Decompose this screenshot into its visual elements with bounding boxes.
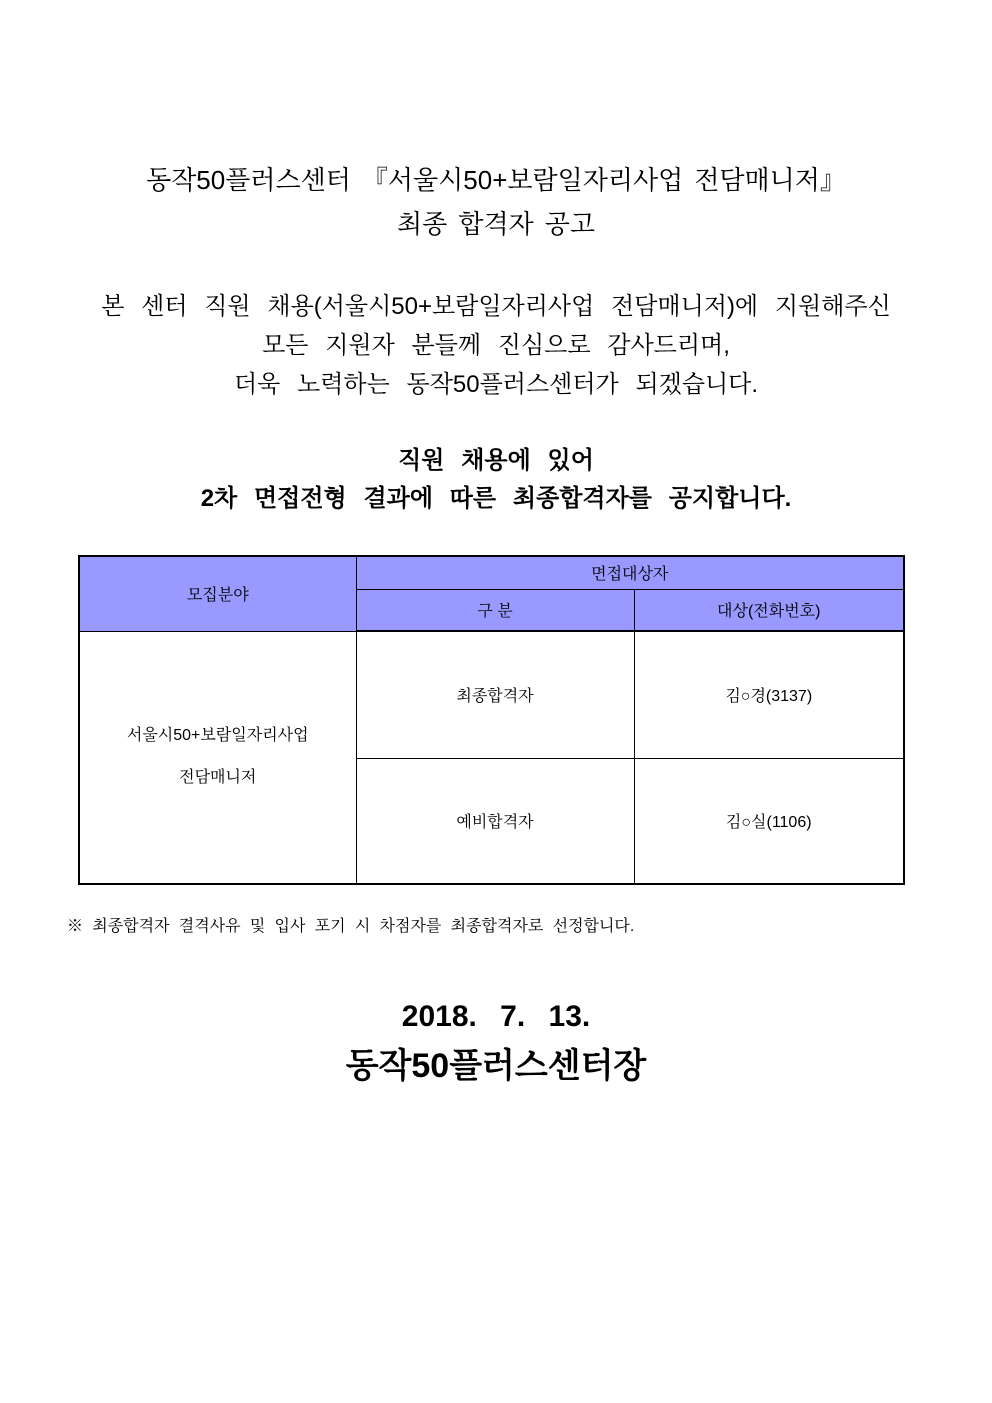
title-line-2: 최종 합격자 공고 xyxy=(396,209,596,239)
table-row xyxy=(79,631,904,758)
recruit-field-line-1: 서울시50+보람일자리사업 xyxy=(126,727,309,745)
cell-target-reserve: 김○실(1106) xyxy=(634,758,904,884)
intro-line-3: 더욱 노력하는 동작50플러스센터가 되겠습니다. xyxy=(233,371,759,398)
intro-line-1: 본 센터 직원 채용(서울시50+보람일자리사업 전담매니저)에 지원해주신 xyxy=(101,293,891,320)
signature: 동작50플러스센터장 xyxy=(345,1047,647,1085)
footnote: ※ 최종합격자 결격사유 및 입사 포기 시 차점자를 최종합격자로 선정합니다. xyxy=(67,918,635,935)
table-header-row-top xyxy=(79,556,904,589)
notice-line-1: 직원 채용에 있어 xyxy=(398,447,594,474)
title-line-1: 동작50플러스센터 『서울시50+보람일자리사업 전담매니저』 xyxy=(146,165,846,195)
cell-category-reserve: 예비합격자 xyxy=(356,758,634,884)
header-cell-recruit-field: 모집분야 xyxy=(79,556,356,631)
intro-line-2: 모든 지원자 분들께 진심으로 감사드리며, xyxy=(262,332,730,359)
cell-recruit-field-value xyxy=(79,631,356,884)
header-cell-interview-target: 면접대상자 xyxy=(356,556,904,589)
document-title xyxy=(0,0,992,246)
header-cell-target-phone: 대상(전화번호) xyxy=(634,589,904,631)
final-pass-table xyxy=(78,555,905,885)
intro-paragraph xyxy=(0,287,992,404)
cell-target-final: 김○경(3137) xyxy=(634,631,904,758)
notice-paragraph xyxy=(0,442,992,518)
recruit-field-line-2: 전담매니저 xyxy=(179,769,257,787)
notice-line-2: 2차 면접전형 결과에 따른 최종합격자를 공지합니다. xyxy=(200,485,792,512)
announcement-date: 2018. 7. 13. xyxy=(401,1000,591,1033)
cell-category-final: 최종합격자 xyxy=(356,631,634,758)
header-cell-category: 구 분 xyxy=(356,589,634,631)
